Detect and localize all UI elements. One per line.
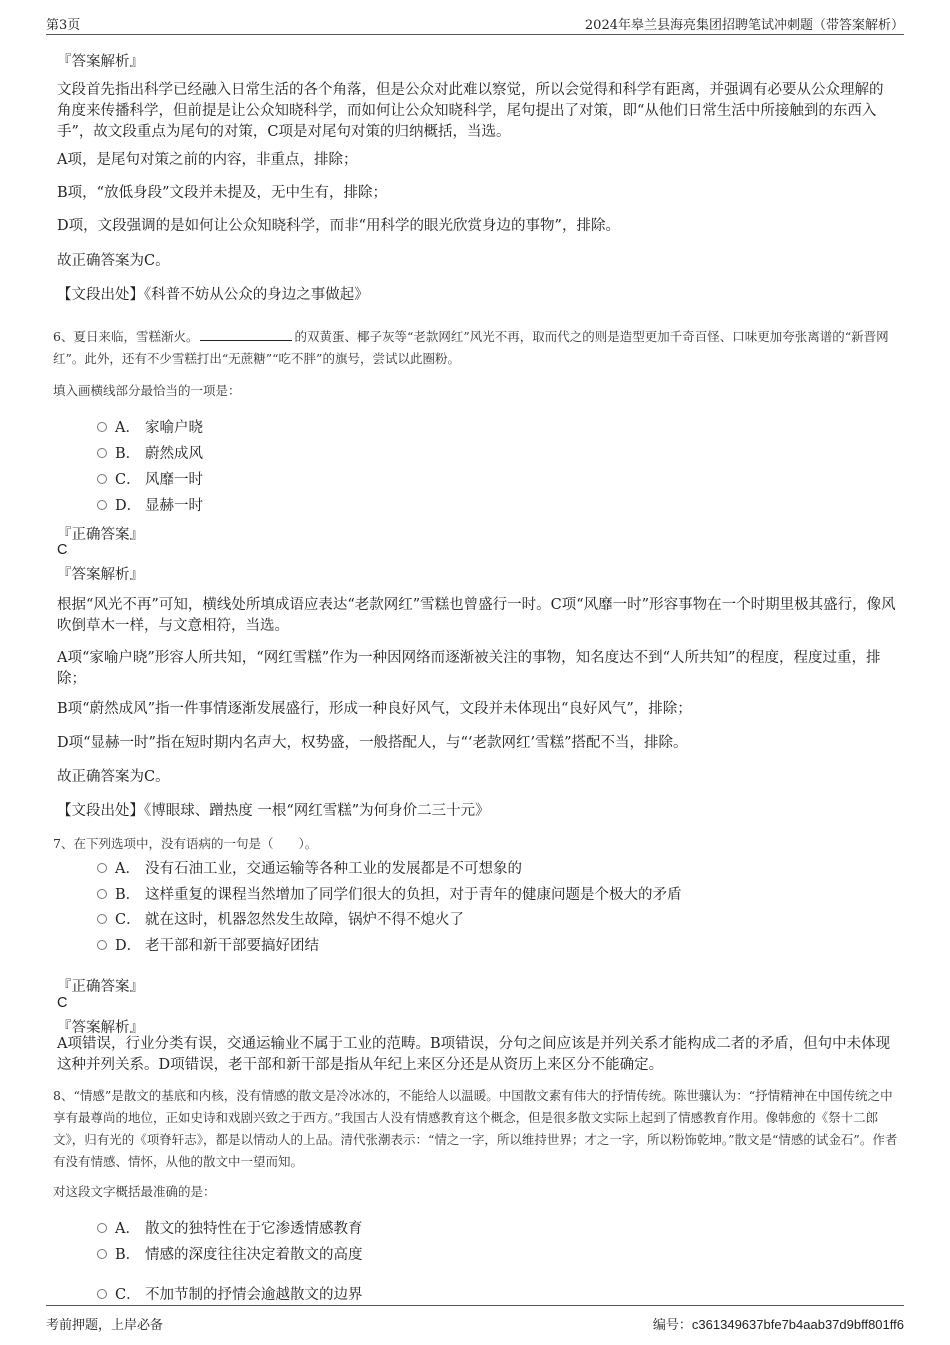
q6-analysis-para-2: A项“家喻户晓”形容人所共知，“网红雪糕”作为一种因网络而逐渐被关注的事物，知名度达不到“人所共知”的程度，程度过重，排除；	[57, 650, 881, 687]
q6-answer: C	[57, 542, 68, 558]
q8-stem: 8、“情感”是散文的基底和内核，没有情感的散文是冷冰冰的，不能给人以温暖。中国散文素有伟大的抒情传统。陈世骧认为：“抒情精神在中国传统之中享有最尊尚的地位，正如史诗和戏剧兴致之于西方。”我国古人没有情感教育这个概念，但是很多散文实际上起到了情感教育作用。像韩愈的《祭十二郎文》，归有光的《项脊轩志》，都是以情动人的上品。清代张潮表示：“情之一字，所以维持世界；才之一字，所以粉饰乾坤。”散文是“情感的试金石”。作者有没有情感、情怀，从他的散文中一望而知。	[53, 1088, 898, 1169]
page-number: 第3页	[46, 18, 81, 33]
radio-icon[interactable]	[97, 889, 107, 899]
radio-icon[interactable]	[97, 422, 107, 432]
q6-option-a[interactable]: A． 家喻户晓	[97, 416, 203, 437]
footer-serial: 编号：c361349637bfe7b4aab37d9bff801ff6	[652, 1317, 904, 1332]
q6-answer-tag: 『正确答案』	[57, 527, 144, 543]
q5-analysis-para-4: D项，文段强调的是如何让公众知晓科学，而非“用科学的眼光欣赏身边的事物”，排除。	[57, 218, 620, 234]
radio-icon[interactable]	[97, 448, 107, 458]
q6-answer-line: 故正确答案为C。	[57, 769, 170, 785]
radio-icon[interactable]	[97, 1223, 107, 1233]
q6-analysis-para-1: 根据“风光不再”可知，横线处所填成语应表达“老款网红”雪糕也曾盛行一时。C项“风靡一时”形容事物在一个时期里极其盛行，像风吹倒草木一样，与文意相符，当选。	[57, 597, 896, 634]
q6-prompt: 填入画横线部分最恰当的一项是：	[53, 383, 241, 398]
q6-option-c[interactable]: C． 风靡一时	[97, 468, 203, 489]
q8-option-b[interactable]: B． 情感的深度往往决定着散文的高度	[97, 1243, 363, 1264]
q5-analysis-para-3: B项，“放低身段”文段并未提及，无中生有，排除；	[57, 185, 387, 201]
radio-icon[interactable]	[97, 940, 107, 950]
q7-answer: C	[57, 995, 68, 1011]
q6-source: 【文段出处】《博眼球、蹭热度 一根“网红雪糕”为何身价二三十元》	[57, 803, 490, 819]
q6-analysis-para-3: B项“蔚然成风”指一件事情逐渐发展盛行，形成一种良好风气，文段并未体现出“良好风气”，排除；	[57, 701, 692, 717]
q7-option-a[interactable]: A． 没有石油工业，交通运输等各种工业的发展都是不可想象的	[97, 857, 522, 878]
q7-analysis: A项错误，行业分类有误，交通运输业不属于工业的范畴。B项错误，分句之间应该是并列关系才能构成二者的矛盾，但句中未体现这种并列关系。D项错误，老干部和新干部是指从年纪上来区分还是从资历上来区分不能确定。	[57, 1036, 891, 1073]
q7-option-b[interactable]: B． 这样重复的课程当然增加了同学们很大的负担，对于青年的健康问题是个极大的矛盾	[97, 883, 682, 904]
q5-analysis-para-2: A项，是尾句对策之前的内容，非重点，排除；	[57, 152, 358, 168]
document-title: 2024年皋兰县海亮集团招聘笔试冲刺题（带答案解析）	[584, 18, 904, 33]
page-header	[46, 12, 904, 35]
q8-option-c[interactable]: C． 不加节制的抒情会逾越散文的边界	[97, 1283, 363, 1304]
radio-icon[interactable]	[97, 1249, 107, 1259]
footer-slogan: 考前押题，上岸必备	[46, 1318, 164, 1333]
fill-blank	[200, 328, 292, 341]
q6-analysis-para-4: D项“显赫一时”指在短时期内名声大，权势盛，一般搭配人，与“‘老款网红’雪糕”搭配不当，排除。	[57, 735, 688, 751]
q6-option-b[interactable]: B． 蔚然成风	[97, 442, 203, 463]
q6-option-d[interactable]: D． 显赫一时	[97, 494, 203, 515]
q7-analysis-tag: 『答案解析』	[57, 1020, 144, 1036]
q7-option-c[interactable]: C． 就在这时，机器忽然发生故障，锅炉不得不熄火了	[97, 908, 464, 929]
q5-analysis-para-1: 文段首先指出科学已经融入日常生活的各个角落，但是公众对此难以察觉，所以会觉得和科学有距离，并强调有必要从公众理解的角度来传播科学，但前提是让公众知晓科学，而如何让公众知晓科学，尾句提出了对策，即“从他们日常生活中所接触到的东西入手”，故文段重点为尾句的对策，C项是对尾句对策的归纳概括，当选。	[57, 82, 884, 140]
q6-stem-start: 6、夏日来临，雪糕渐火。	[53, 329, 199, 344]
q6-stem-rest: 的双黄蛋、椰子灰等“老款网红”风光不再，取而代之的则是造型更加千奇百怪、口味更加夸张离谱的“新晋网红”。此外，还有不少雪糕打出“无蔗糖”“吃不胖”的旗号，尝试以此圈粉。	[53, 329, 889, 366]
q7-stem: 7、在下列选项中，没有语病的一句是（ ）。	[53, 836, 318, 851]
radio-icon[interactable]	[97, 914, 107, 924]
radio-icon[interactable]	[97, 500, 107, 510]
radio-icon[interactable]	[97, 474, 107, 484]
q7-option-d[interactable]: D． 老干部和新干部要搞好团结	[97, 934, 319, 955]
radio-icon[interactable]	[97, 863, 107, 873]
q7-answer-tag: 『正确答案』	[57, 979, 144, 995]
q5-answer-line: 故正确答案为C。	[57, 253, 170, 269]
page-footer	[46, 1305, 904, 1336]
q6-analysis-tag: 『答案解析』	[57, 567, 144, 583]
q8-option-a[interactable]: A． 散文的独特性在于它渗透情感教育	[97, 1217, 363, 1238]
q5-analysis-tag: 『答案解析』	[57, 54, 144, 70]
radio-icon[interactable]	[97, 1289, 107, 1299]
q6-stem	[53, 326, 903, 370]
q5-source: 【文段出处】《科普不妨从公众的身边之事做起》	[57, 287, 369, 303]
q8-prompt: 对这段文字概括最准确的是：	[53, 1184, 216, 1199]
